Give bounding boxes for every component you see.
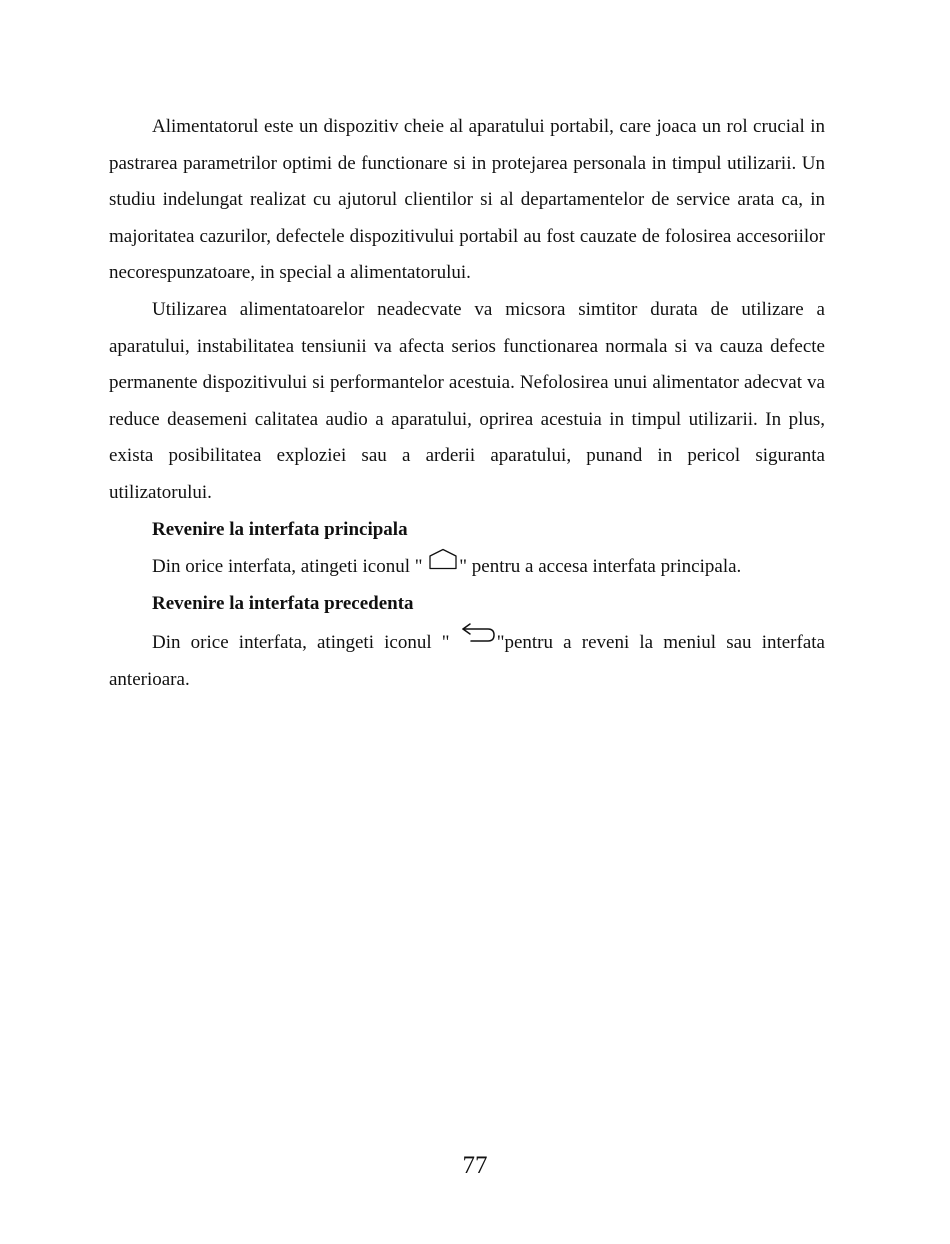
paragraph-power-adapter-warning: Utilizarea alimentatoarelor neadecvate va micsora simtitor durata de utilizare a aparatului, instabilitatea tensiunii va afecta serios functionarea normala si va cauza defecte permanente dispozitivului si performantelor acestuia. Nefolosirea unui alimentator adecvat va reduce deasemeni calitatea audio a aparatului, oprirea acestuia in timpul utilizarii. In plus, exista posibilitatea exploziei sau a arderii aparatului, punand in pericol siguranta utilizatorului. [109, 298, 825, 503]
paragraph-return-previous-interface [109, 622, 825, 698]
page-number: 77 [462, 1152, 488, 1179]
back-text-after-icon: "pentru a reveni la meniul sau interfata anterioara. [109, 632, 825, 690]
heading-return-main-interface: Revenire la interfata principala [152, 518, 408, 540]
back-arrow-icon [461, 622, 497, 644]
paragraph-power-adapter-intro: Alimentatorul este un dispozitiv cheie al aparatului portabil, care joaca un rol crucial in pastrarea parametrilor optimi de functionare si in protejarea personala in timpul utilizarii. Un studiu indelungat realizat cu ajutorul clientilor si al departamentelor de service arata ca, in majoritatea cazurilor, defectele dispozitivului portabil au fost cauzate de folosirea accesoriilor necorespunzatoare, in special a alimentatorului. [109, 116, 825, 284]
heading-return-previous-interface: Revenire la interfata precedenta [152, 592, 414, 614]
home-text-after-icon: " pentru a accesa interfata principala. [459, 556, 742, 578]
home-text-before-icon: Din orice interfata, atingeti iconul " [152, 556, 428, 578]
back-text-before-icon: Din orice interfata, atingeti iconul " [152, 632, 460, 654]
paragraph-return-main-interface [109, 548, 825, 586]
home-icon [428, 548, 458, 570]
page-content [109, 109, 825, 699]
